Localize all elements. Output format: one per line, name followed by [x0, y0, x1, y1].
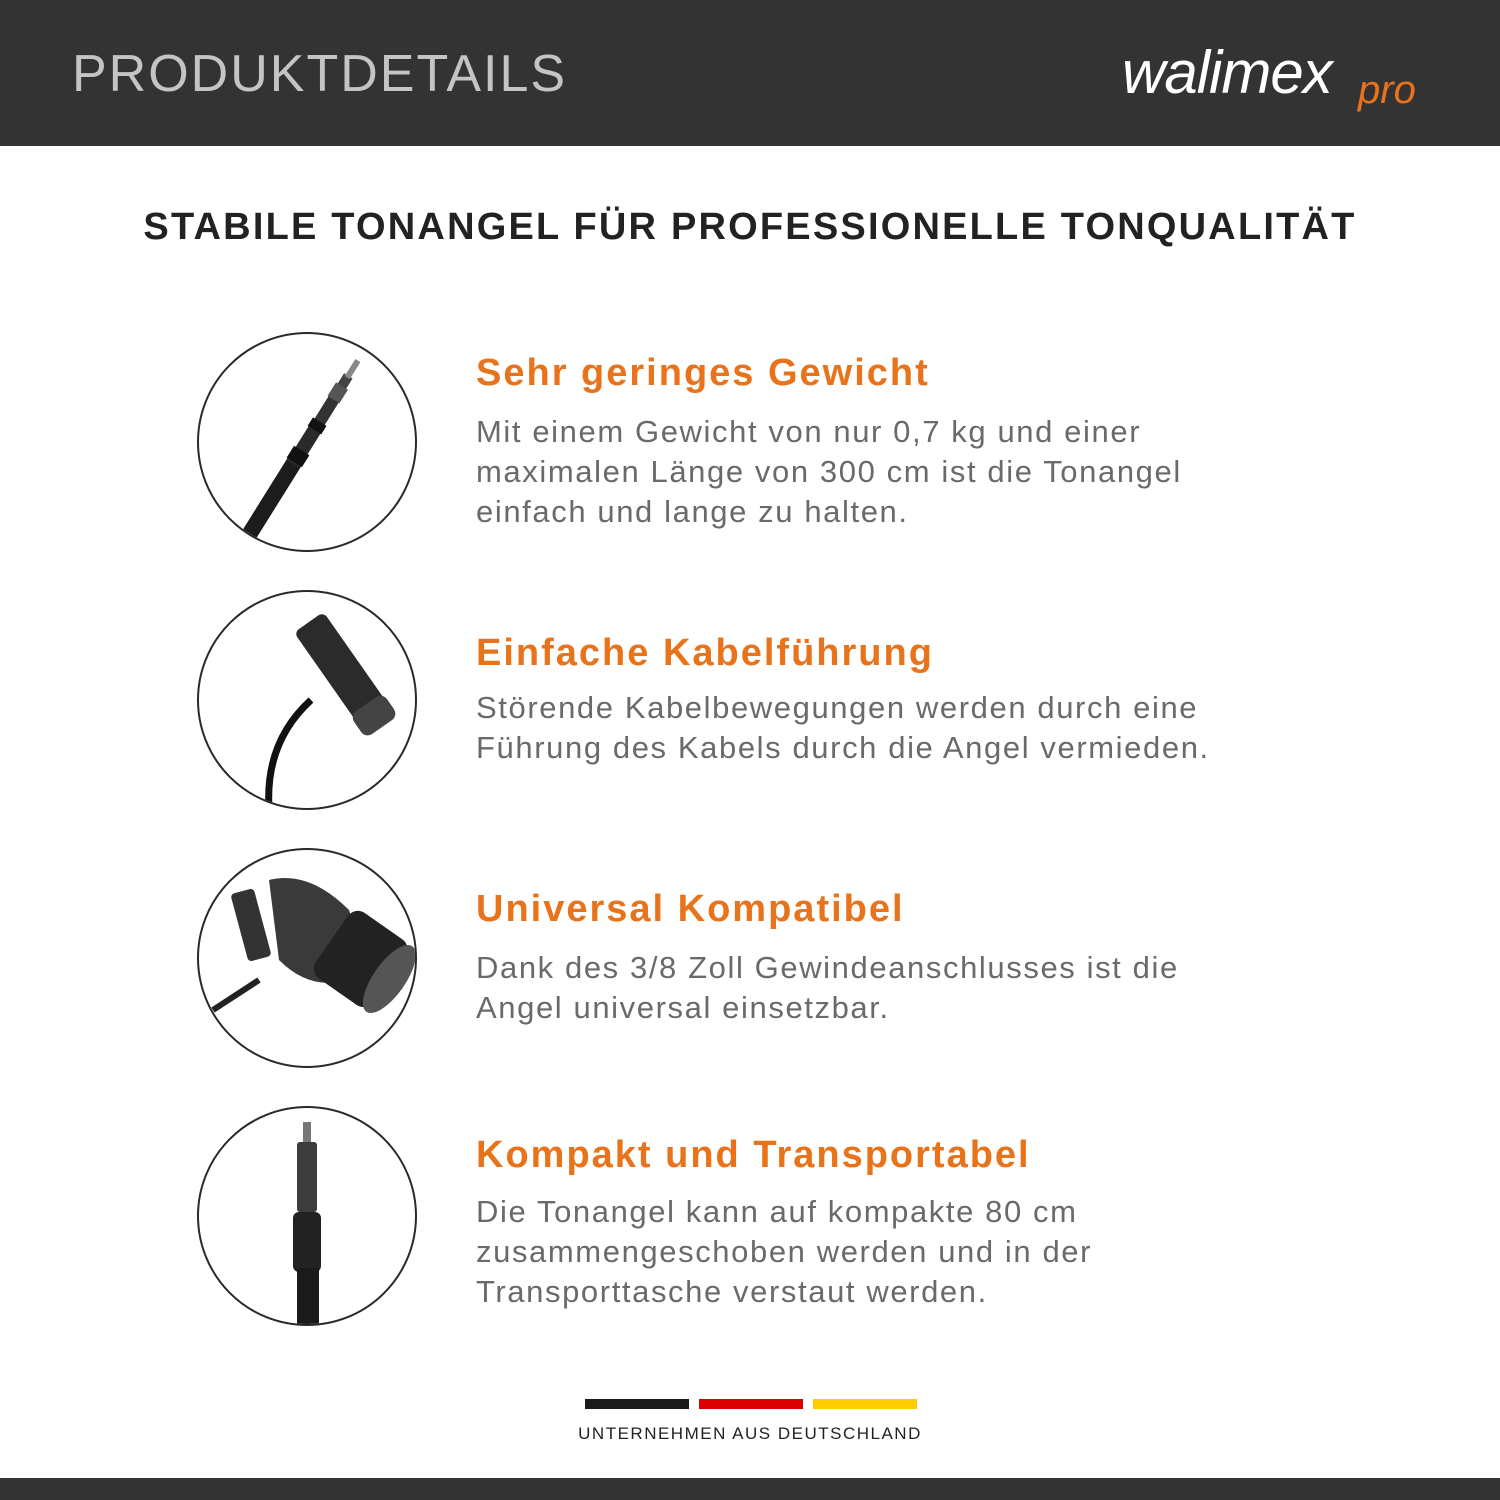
description-line: maximalen Länge von 300 cm ist die Tonangel — [476, 454, 1182, 489]
description-line: einfach und lange zu halten. — [476, 494, 909, 529]
feature-description — [476, 1192, 1376, 1312]
feature-description — [476, 688, 1376, 768]
description-line: Die Tonangel kann auf kompakte 80 cm — [476, 1194, 1078, 1229]
microphone-mount-icon — [197, 848, 417, 1068]
feature-compatibility — [0, 848, 1500, 1078]
brand-logo — [1122, 38, 1442, 118]
description-line: Mit einem Gewicht von nur 0,7 kg und einer — [476, 414, 1142, 449]
footer-tagline: UNTERNEHMEN AUS DEUTSCHLAND — [578, 1424, 922, 1443]
description-line: zusammengeschoben werden und in der — [476, 1234, 1093, 1269]
logo-pro-mark: pro — [1358, 68, 1416, 112]
feature-compact — [0, 1104, 1500, 1334]
flag-stripe-gold — [813, 1399, 917, 1409]
pole-thread-icon — [197, 1106, 417, 1326]
description-line: Angel universal einsetzbar. — [476, 990, 890, 1025]
feature-title: Sehr geringes Gewicht — [476, 352, 930, 394]
feature-cable — [0, 590, 1500, 820]
feature-weight — [0, 330, 1500, 560]
description-line: Transporttasche verstaut werden. — [476, 1274, 988, 1309]
flag-stripe-red — [699, 1399, 803, 1409]
cable-grip-icon — [197, 590, 417, 810]
logo-wordmark: walimex — [1122, 39, 1332, 106]
page-title: PRODUKTDETAILS — [72, 45, 568, 103]
description-line: Dank des 3/8 Zoll Gewindeanschlusses ist die — [476, 950, 1179, 985]
feature-title: Universal Kompatibel — [476, 888, 905, 930]
header-bar — [0, 0, 1500, 146]
footer-bar — [0, 1478, 1500, 1500]
flag-stripe-black — [585, 1399, 689, 1409]
description-line: Störende Kabelbewegungen werden durch eine — [476, 690, 1199, 725]
feature-title: Einfache Kabelführung — [476, 632, 934, 674]
headline: STABILE TONANGEL FÜR PROFESSIONELLE TONQUALITÄT — [143, 206, 1357, 248]
telescopic-pole-icon — [197, 332, 417, 552]
feature-title: Kompakt und Transportabel — [476, 1134, 1031, 1176]
feature-description — [476, 412, 1376, 532]
feature-description — [476, 948, 1376, 1028]
description-line: Führung des Kabels durch die Angel vermieden. — [476, 730, 1210, 765]
